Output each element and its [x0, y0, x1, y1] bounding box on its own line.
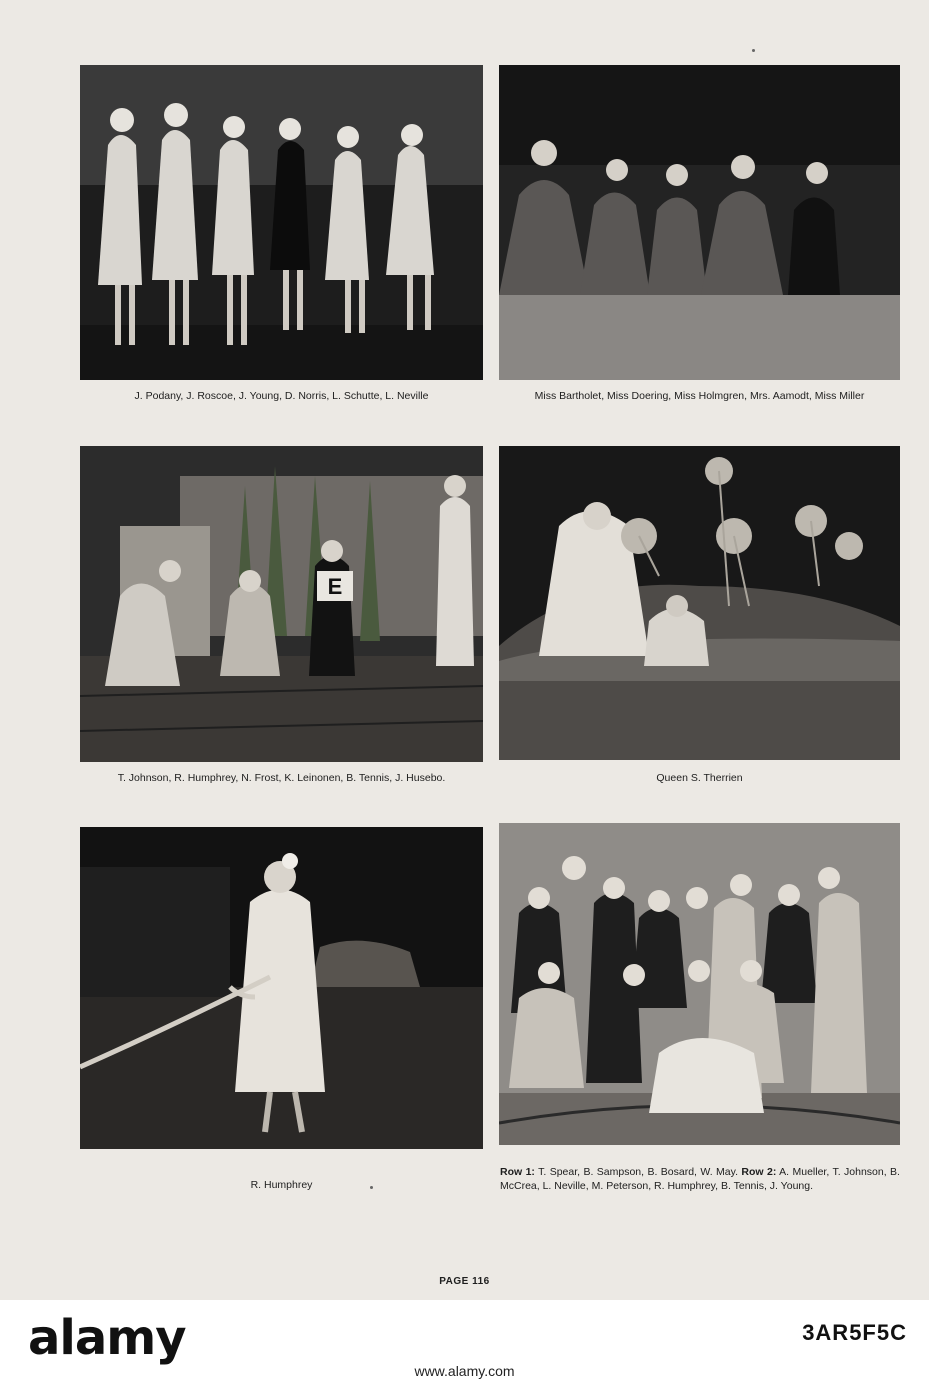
photo-stage-dancers	[80, 65, 483, 380]
row1-label: Row 1:	[500, 1166, 535, 1178]
page-number: PAGE 116	[439, 1276, 490, 1287]
row2-names: A. Mueller, T. Johnson, B. McCrea, L. Neville, M. Peterson, R. Humphrey, B. Tennis, J. Young.	[500, 1166, 900, 1192]
photo-caption: Miss Bartholet, Miss Doering, Miss Holmgren, Mrs. Aamodt, Miss Miller	[534, 390, 865, 402]
watermark-url: www.alamy.com	[414, 1363, 515, 1379]
photo-caption: T. Johnson, R. Humphrey, N. Frost, K. Leinonen, B. Tennis, J. Husebo.	[117, 772, 446, 784]
photo-caption: R. Humphrey	[250, 1179, 313, 1191]
row1-names: T. Spear, B. Sampson, B. Bosard, W. May.	[534, 1166, 739, 1178]
print-speck	[370, 1186, 373, 1189]
group-caption	[500, 1165, 900, 1193]
photo-queen-convertible	[499, 446, 900, 760]
photo-caption: Queen S. Therrien	[656, 772, 743, 784]
sign-letter: E	[327, 574, 343, 599]
watermark-logo: alamy	[28, 1310, 186, 1366]
print-speck	[752, 49, 755, 52]
watermark-image-id: 3AR5F5C	[802, 1320, 907, 1345]
photo-throne-decorating	[80, 446, 483, 762]
photo-caption: J. Podany, J. Roscoe, J. Young, D. Norris, L. Schutte, L. Neville	[134, 390, 429, 402]
row2-label: Row 2:	[741, 1166, 777, 1178]
photo-seated-women	[499, 65, 900, 380]
photo-rope-pull	[80, 827, 483, 1149]
photo-student-group	[499, 823, 900, 1145]
